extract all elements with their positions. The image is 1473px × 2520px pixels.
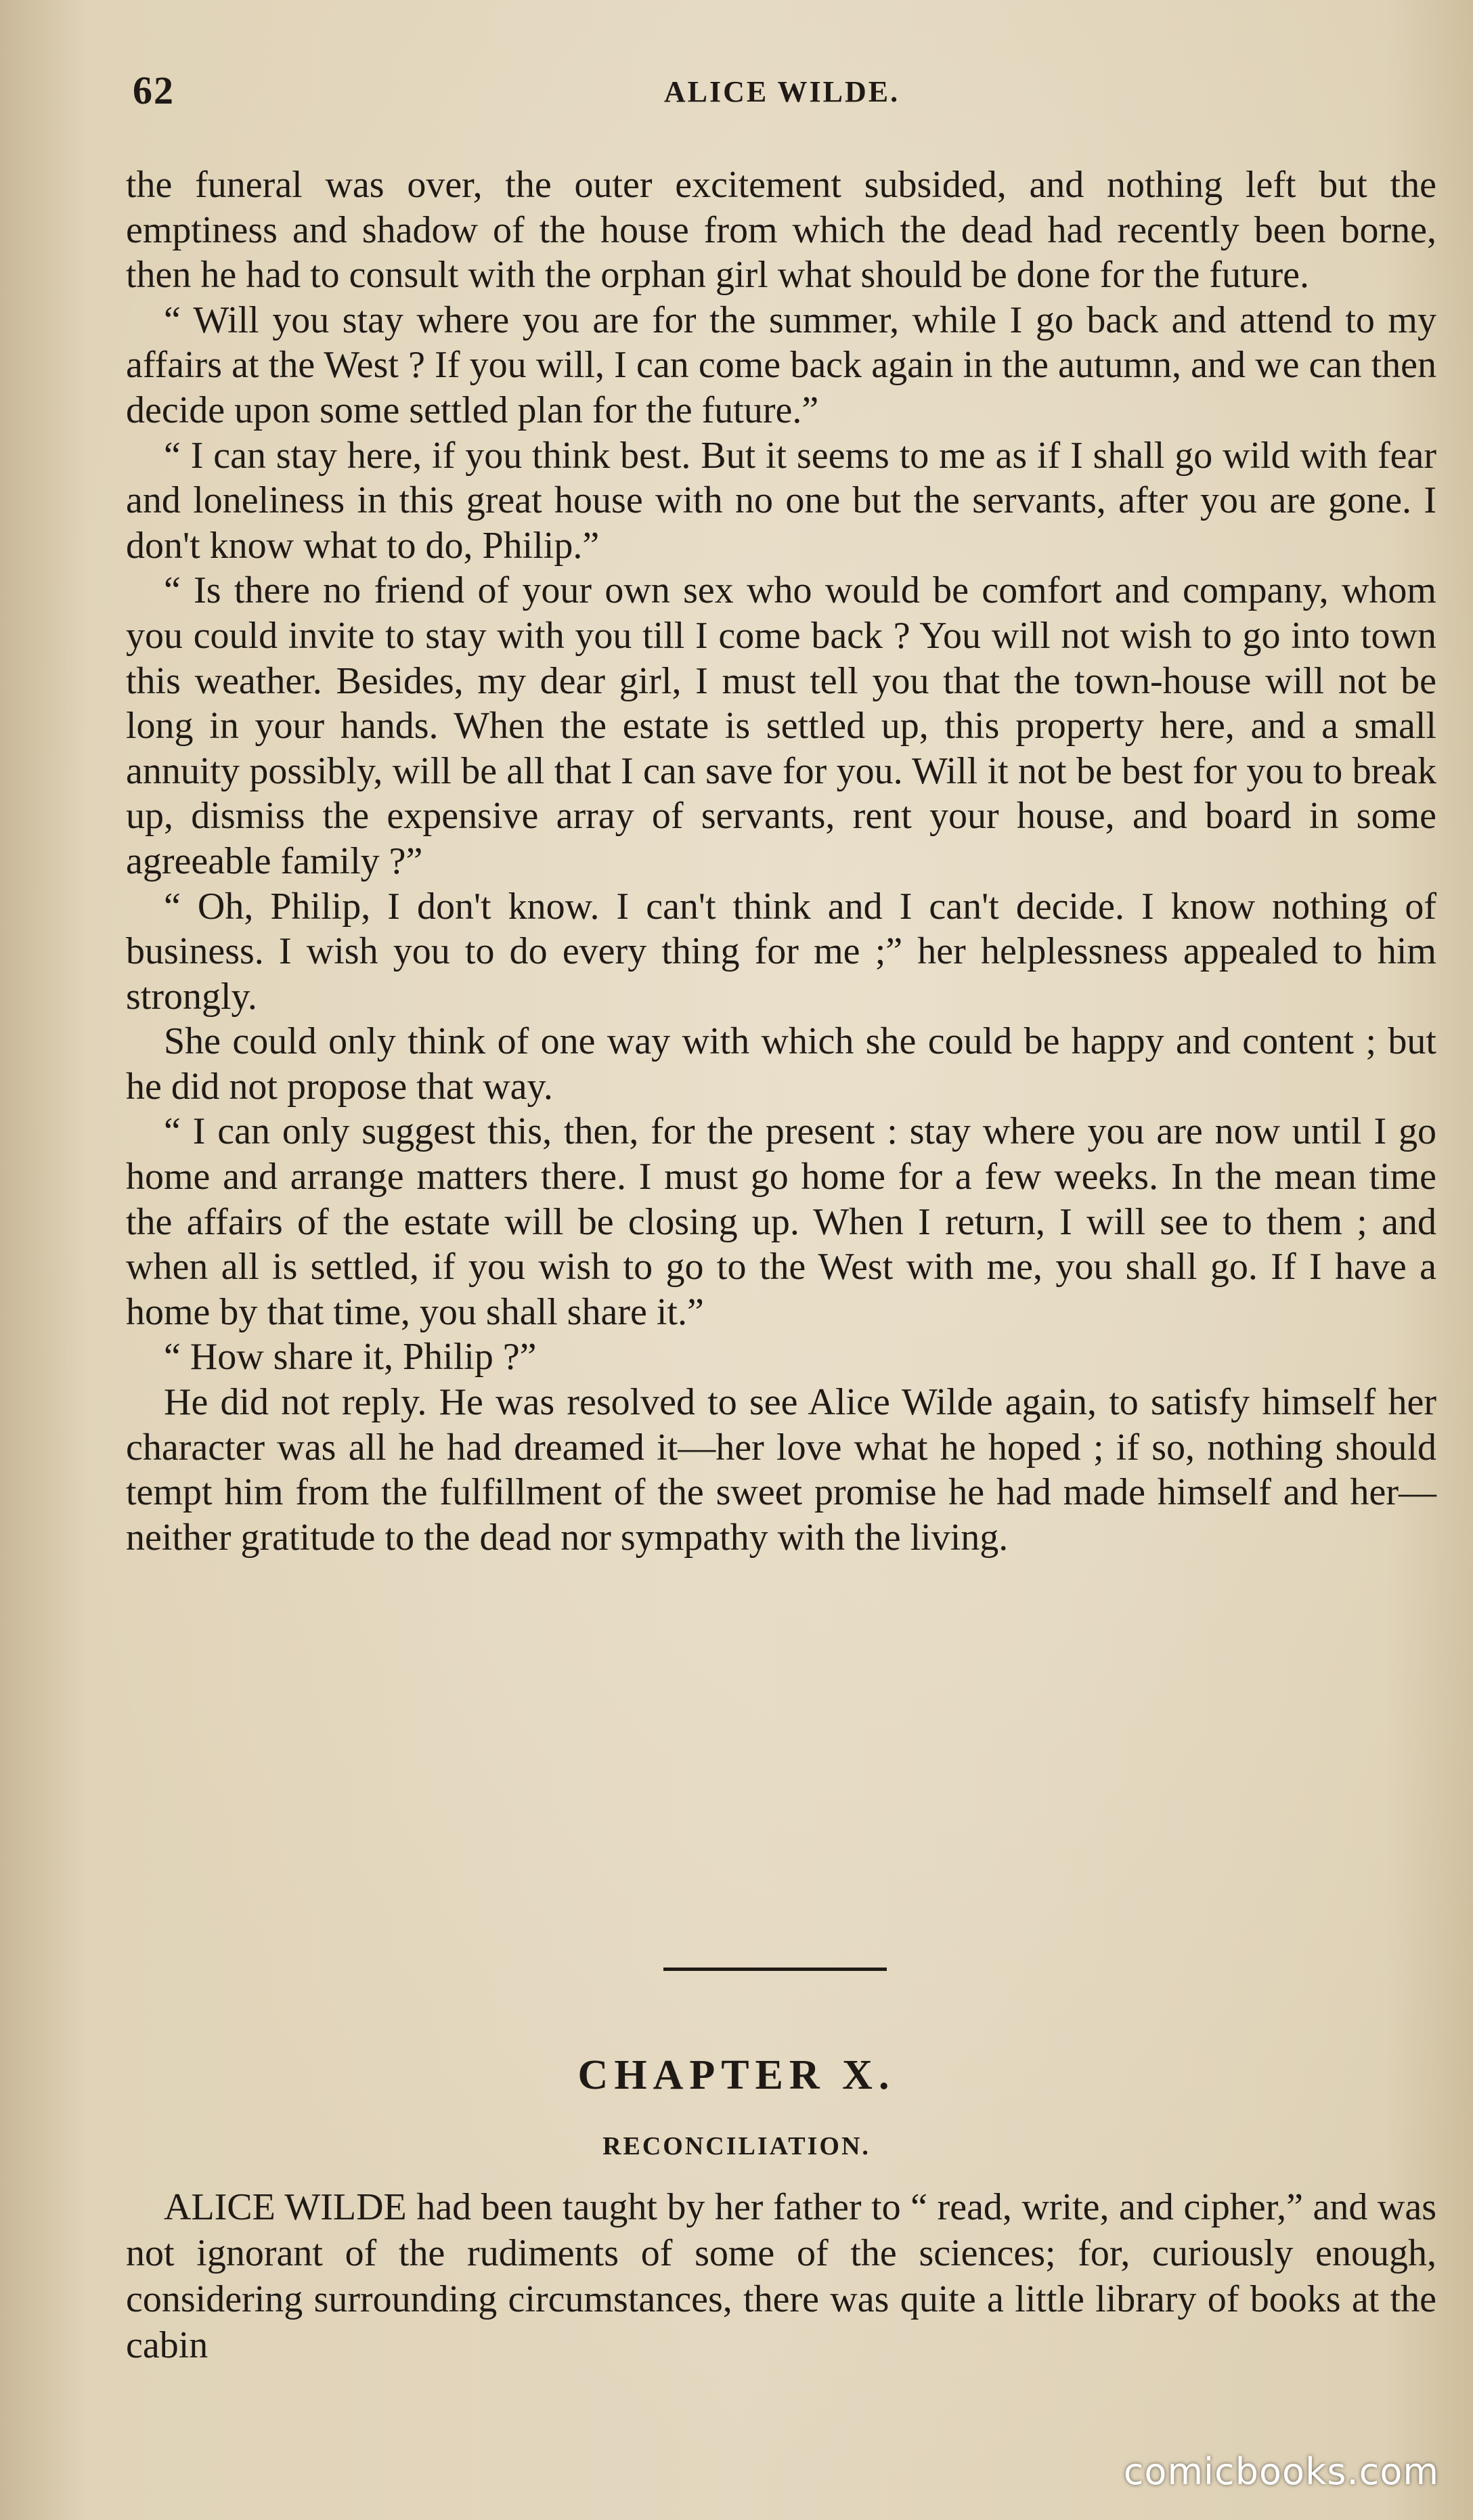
paragraph: He did not reply. He was resolved to see Alice Wilde again, to satisfy himself her character was all he had dreamed it—her love what he hoped ; if so, nothing should tempt him from the fulfillment of the sweet promise he had made himself and her—neither gratitude to the dead nor sympathy with the living. xyxy=(126,1381,1436,1559)
paragraph: “ How share it, Philip ?” xyxy=(164,1336,537,1378)
paragraph: “ I can only suggest this, then, for the present : stay where you are now until I go home and arrange matters there. I must go home for a few weeks. In the mean time the affairs of the estate will be closing up. When I return, I will see to them ; and when all is settled, if you wish to go to the West with me, you shall go. If I have a home by that time, you shall share it.” xyxy=(126,1110,1436,1333)
paragraph: “ Oh, Philip, I don't know. I can't think and I can't decide. I know nothing of business. I wish you to do every thing for me ;” her helplessness appealed to him strongly. xyxy=(126,885,1436,1018)
paragraph: “ Is there no friend of your own sex who would be comfort and company, whom you could invite to stay with you till I come back ? You will not wish to go into town this weather. Besides, my dear girl, I must tell you that the town-house will not be long in your hands. When the estate is settled up, this property here, and a small annuity possibly, will be all that I can save for you. Will it not be best for you to break up, dismiss the expensive array of servants, rent your house, and board in some agreeable family ?” xyxy=(126,569,1436,882)
running-title: ALICE WILDE. xyxy=(663,75,900,108)
chapter-text xyxy=(126,2184,1436,2368)
body-text xyxy=(126,162,1436,1560)
chapter-title: CHAPTER X. xyxy=(577,2052,896,2098)
chapter-opening-paragraph: ALICE WILDE had been taught by her father to “ read, write, and cipher,” and was not ignorant of the rudiments of some of the sciences; for, curiously enough, considering surrounding circumstances, there was quite a little library of books at the cabin xyxy=(126,2186,1436,2366)
paragraph: “ Will you stay where you are for the summer, while I go back and attend to my affairs at the West ? If you will, I can come back again in the autumn, and we can then decide upon some settled plan for the future.” xyxy=(126,299,1436,431)
paragraph: the funeral was over, the outer excitement subsided, and nothing left but the emptiness and shadow of the house from which the dead had recently been borne, then he had to consult with the orphan girl what should be done for the future. xyxy=(126,164,1436,297)
page-header xyxy=(129,68,1435,122)
chapter-subtitle: RECONCILIATION. xyxy=(602,2132,871,2160)
watermark: comicbooks.com xyxy=(1123,2450,1439,2493)
section-divider xyxy=(663,1968,887,1971)
paragraph: “ I can stay here, if you think best. But it seems to me as if I shall go wild with fear and loneliness in this great house with no one but the servants, after you are gone. I don't know what to do, Philip.” xyxy=(126,434,1436,567)
paragraph: She could only think of one way with which she could be happy and content ; but he did not propose that way. xyxy=(126,1020,1436,1108)
page-number: 62 xyxy=(133,68,175,112)
